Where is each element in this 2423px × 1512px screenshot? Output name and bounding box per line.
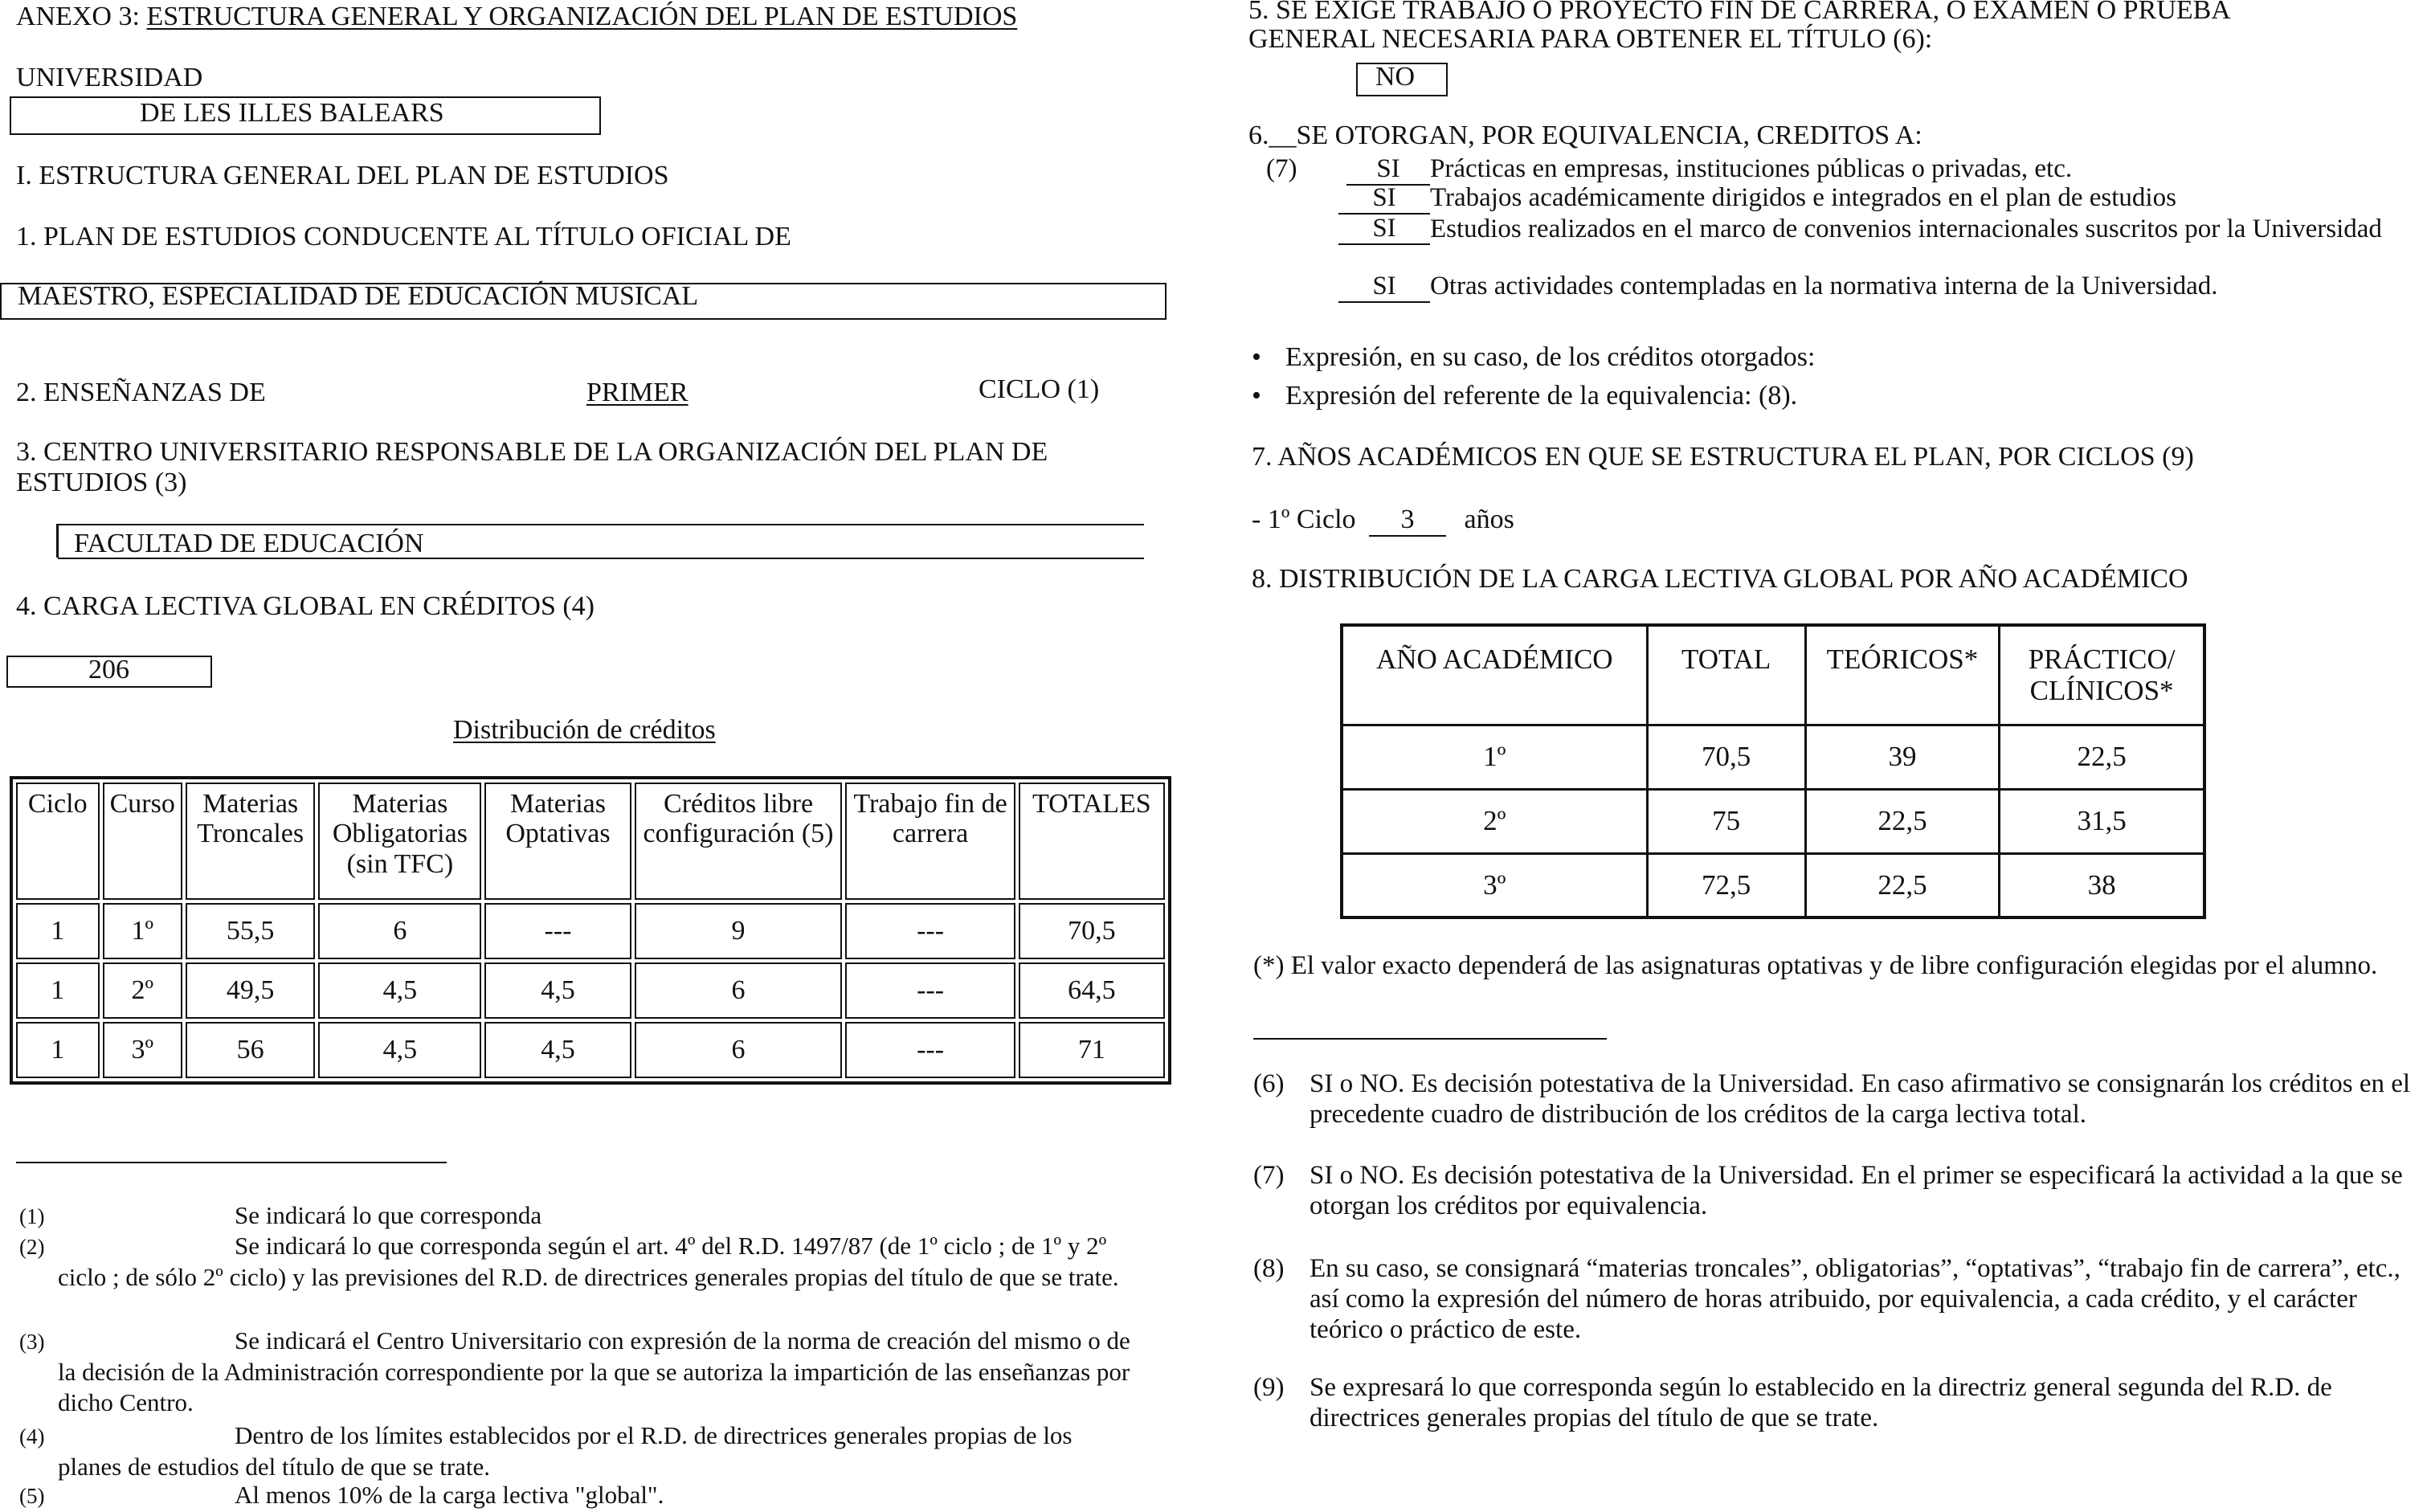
item6-option bbox=[1338, 183, 2176, 215]
footnote-text: Se indicará lo que corresponda según el art. 4º del R.D. 1497/87 (de 1º ciclo ; de 1º y 2º ciclo ; de sólo 2º ciclo) y las previsiones del R.D. de directrices generales propias del título de que se trate. bbox=[58, 1232, 1119, 1291]
note-8 bbox=[1253, 1253, 2418, 1345]
table-cell: 55,5 bbox=[186, 903, 316, 959]
footnote-num: (1) bbox=[19, 1204, 45, 1228]
item8-heading: 8. DISTRIBUCIÓN DE LA CARGA LECTIVA GLOBAL POR AÑO ACADÉMICO bbox=[1252, 564, 2188, 594]
footnote-text: Dentro de los límites establecidos por el R.D. de directrices generales propias de los planes de estudios del título de que se trate. bbox=[58, 1421, 1073, 1481]
option-text: Prácticas en empresas, instituciones públicas o privadas, etc. bbox=[1430, 154, 2073, 183]
table-cell: 64,5 bbox=[1019, 962, 1165, 1019]
table-cell: 6 bbox=[635, 1022, 843, 1078]
centro-value: FACULTAD DE EDUCACIÓN bbox=[74, 529, 424, 558]
option-value: SI bbox=[1338, 214, 1430, 245]
item5-line2: GENERAL NECESARIA PARA OBTENER EL TÍTULO (6): bbox=[1248, 24, 1933, 54]
table-cell: 31,5 bbox=[2000, 789, 2204, 853]
table-cell: 39 bbox=[1805, 725, 2000, 789]
table-cell: 38 bbox=[2000, 853, 2204, 917]
bullet-text: Expresión, en su caso, de los créditos otorgados: bbox=[1285, 342, 1816, 372]
ciclo-suffix: años bbox=[1464, 505, 1514, 534]
footnote-5 bbox=[19, 1480, 1134, 1511]
item5-line1: 5. SE EXIGE TRABAJO O PROYECTO FIN DE CARRERA, O EXAMEN O PRUEBA bbox=[1248, 0, 2231, 25]
item6-ref: (7) bbox=[1266, 154, 1297, 183]
table-cell: 1 bbox=[16, 903, 100, 959]
table-cell: 1 bbox=[16, 962, 100, 1019]
table-row bbox=[16, 903, 1165, 959]
ciclo-prefix: - 1º Ciclo bbox=[1252, 505, 1356, 534]
footnote-text: Se indicará el Centro Universitario con expresión de la norma de creación del mismo o de la decisión de la Administración correspondiente por la que se autoriza la impartición de las enseñanzas por dicho Centro. bbox=[58, 1326, 1130, 1416]
table-row bbox=[16, 962, 1165, 1019]
header-cell: Materias Troncales bbox=[186, 783, 316, 900]
year-header-row bbox=[1342, 625, 2204, 725]
option-value: SI bbox=[1346, 154, 1430, 186]
year-distribution-table bbox=[1340, 623, 2206, 919]
carga-value: 206 bbox=[88, 655, 129, 684]
item3-line2: ESTUDIOS (3) bbox=[16, 468, 187, 497]
table-cell: 22,5 bbox=[2000, 725, 2204, 789]
option-text: Trabajos académicamente dirigidos e integrados en el plan de estudios bbox=[1430, 183, 2176, 212]
footnote-text: Al menos 10% de la carga lectiva "global". bbox=[235, 1481, 664, 1509]
option-value: SI bbox=[1338, 183, 1430, 215]
header-cell: TOTALES bbox=[1019, 783, 1165, 900]
annex-title: ESTRUCTURA GENERAL Y ORGANIZACIÓN DEL PLAN DE ESTUDIOS bbox=[146, 2, 1018, 31]
table-cell: --- bbox=[845, 962, 1015, 1019]
section-I-heading: I. ESTRUCTURA GENERAL DEL PLAN DE ESTUDIOS bbox=[16, 161, 669, 190]
table-cell: 4,5 bbox=[484, 1022, 631, 1078]
centro-box-edge bbox=[56, 524, 59, 558]
item2-label: 2. ENSEÑANZAS DE bbox=[16, 378, 266, 407]
option-value: SI bbox=[1338, 272, 1430, 303]
titulo-box bbox=[0, 283, 1167, 320]
footnote-rule-right bbox=[1253, 1038, 1607, 1040]
item4-heading: 4. CARGA LECTIVA GLOBAL EN CRÉDITOS (4) bbox=[16, 591, 595, 621]
table-cell: 1º bbox=[1342, 725, 1647, 789]
header-cell: Materias Obligatorias (sin TFC) bbox=[318, 783, 481, 900]
bullet-text: Expresión del referente de la equivalencia: (8). bbox=[1285, 381, 1798, 411]
table-row bbox=[1342, 725, 2204, 789]
option-text: Otras actividades contempladas en la normativa interna de la Universidad. bbox=[1430, 272, 2218, 300]
table-cell: 3º bbox=[103, 1022, 182, 1078]
table-cell: 72,5 bbox=[1647, 853, 1805, 917]
credits-header-row bbox=[16, 783, 1165, 900]
item6-option bbox=[1338, 272, 2217, 303]
table-cell: 2º bbox=[103, 962, 182, 1019]
annex-heading bbox=[16, 2, 1017, 32]
table-cell: 22,5 bbox=[1805, 853, 2000, 917]
item6-option bbox=[1346, 154, 2072, 186]
header-cell: PRÁCTICO/ CLÍNICOS* bbox=[2000, 625, 2204, 725]
credits-distribution-table bbox=[10, 776, 1171, 1085]
item7-heading: 7. AÑOS ACADÉMICOS EN QUE SE ESTRUCTURA EL PLAN, POR CICLOS (9) bbox=[1252, 442, 2194, 472]
table-cell: --- bbox=[845, 1022, 1015, 1078]
note-num: (8) bbox=[1253, 1254, 1285, 1283]
carga-box bbox=[6, 656, 212, 688]
bullet-item bbox=[1252, 342, 1815, 373]
table-cell: 49,5 bbox=[186, 962, 316, 1019]
header-cell: TEÓRICOS* bbox=[1805, 625, 2000, 725]
header-cell: TOTAL bbox=[1647, 625, 1805, 725]
footnote-text: Se indicará lo que corresponda bbox=[235, 1201, 542, 1229]
table-cell: 4,5 bbox=[318, 1022, 481, 1078]
table-cell: --- bbox=[845, 903, 1015, 959]
table-cell: 2º bbox=[1342, 789, 1647, 853]
item1-heading: 1. PLAN DE ESTUDIOS CONDUCENTE AL TÍTULO OFICIAL DE bbox=[16, 222, 791, 251]
footnote-1 bbox=[19, 1200, 1126, 1232]
item2-ciclo: CICLO (1) bbox=[979, 374, 1100, 404]
item6-option bbox=[1338, 214, 1430, 245]
dist-title: Distribución de créditos bbox=[453, 715, 716, 745]
header-cell: Ciclo bbox=[16, 783, 100, 900]
note-num: (7) bbox=[1253, 1161, 1285, 1190]
note-text: SI o NO. Es decisión potestativa de la Universidad. En el primer se especificará la actividad a la que se otorgan los créditos por equivalencia. bbox=[1310, 1161, 2403, 1220]
table-cell: 6 bbox=[635, 962, 843, 1019]
note-6 bbox=[1253, 1069, 2418, 1130]
footnote-num: (5) bbox=[19, 1484, 45, 1508]
footnote-num: (4) bbox=[19, 1424, 45, 1449]
item6-title: 6.__SE OTORGAN, POR EQUIVALENCIA, CREDITOS A: bbox=[1248, 121, 1922, 150]
asterisk-note: (*) El valor exacto dependerá de las asignaturas optativas y de libre configuración elegidas por el alumno. bbox=[1253, 951, 2378, 980]
ciclo-line bbox=[1252, 505, 1514, 537]
ciclo-value: 3 bbox=[1369, 505, 1446, 537]
footnote-4 bbox=[19, 1420, 1134, 1482]
header-cell: Trabajo fin de carrera bbox=[845, 783, 1015, 900]
table-cell: 6 bbox=[318, 903, 481, 959]
table-row bbox=[16, 1022, 1165, 1078]
bullet-item bbox=[1252, 381, 1797, 411]
table-cell: 9 bbox=[635, 903, 843, 959]
table-cell: 1 bbox=[16, 1022, 100, 1078]
item3-line1: 3. CENTRO UNIVERSITARIO RESPONSABLE DE LA ORGANIZACIÓN DEL PLAN DE bbox=[16, 437, 1048, 467]
note-num: (6) bbox=[1253, 1069, 1285, 1098]
table-cell: 22,5 bbox=[1805, 789, 2000, 853]
footnote-rule-left bbox=[16, 1162, 447, 1163]
table-cell: 75 bbox=[1647, 789, 1805, 853]
table-cell: 56 bbox=[186, 1022, 316, 1078]
table-row bbox=[1342, 853, 2204, 917]
header-cell: Materias Optativas bbox=[484, 783, 631, 900]
annex-prefix: ANEXO 3: bbox=[16, 2, 140, 31]
header-cell: Créditos libre configuración (5) bbox=[635, 783, 843, 900]
option-text-wrapped: Estudios realizados en el marco de convenios internacionales suscritos por la Universidad bbox=[1430, 215, 2382, 243]
titulo-value: MAESTRO, ESPECIALIDAD DE EDUCACIÓN MUSICAL bbox=[18, 281, 699, 311]
table-cell: --- bbox=[484, 903, 631, 959]
table-row bbox=[1342, 789, 2204, 853]
header-cell: AÑO ACADÉMICO bbox=[1342, 625, 1647, 725]
footnote-2 bbox=[19, 1231, 1134, 1293]
note-7 bbox=[1253, 1160, 2418, 1221]
note-text: SI o NO. Es decisión potestativa de la Universidad. En caso afirmativo se consignarán los créditos en el precedente cuadro de distribución de los créditos de la carga lectiva total. bbox=[1310, 1069, 2411, 1129]
note-9 bbox=[1253, 1372, 2418, 1433]
table-cell: 70,5 bbox=[1019, 903, 1165, 959]
bullet-icon: • bbox=[1252, 342, 1261, 372]
note-text: Se expresará lo que corresponda según lo establecido en la directriz general segunda del R.D. de directrices generales propias del título de que se trate. bbox=[1310, 1373, 2332, 1432]
bullet-icon: • bbox=[1252, 381, 1261, 411]
footnote-3 bbox=[19, 1326, 1134, 1418]
universidad-value: DE LES ILLES BALEARS bbox=[140, 98, 444, 128]
footnote-num: (2) bbox=[19, 1235, 45, 1259]
footnote-num: (3) bbox=[19, 1330, 45, 1354]
table-cell: 4,5 bbox=[318, 962, 481, 1019]
item5-value: NO bbox=[1375, 62, 1416, 92]
header-cell: Curso bbox=[103, 783, 182, 900]
table-cell: 70,5 bbox=[1647, 725, 1805, 789]
universidad-box bbox=[10, 96, 601, 135]
table-cell: 4,5 bbox=[484, 962, 631, 1019]
universidad-label: UNIVERSIDAD bbox=[16, 63, 203, 92]
centro-rule-top bbox=[58, 524, 1144, 525]
note-num: (9) bbox=[1253, 1373, 1285, 1402]
note-text: En su caso, se consignará “materias troncales”, obligatorias”, “optativas”, “trabajo fin de carrera”, etc., así como la expresión del número de horas atribuido, por equivalencia, a cada crédito, y el carácter teórico o práctico de este. bbox=[1310, 1254, 2401, 1344]
table-cell: 71 bbox=[1019, 1022, 1165, 1078]
item5-box bbox=[1356, 63, 1448, 96]
item2-value: PRIMER bbox=[586, 378, 688, 407]
table-cell: 3º bbox=[1342, 853, 1647, 917]
table-cell: 1º bbox=[103, 903, 182, 959]
